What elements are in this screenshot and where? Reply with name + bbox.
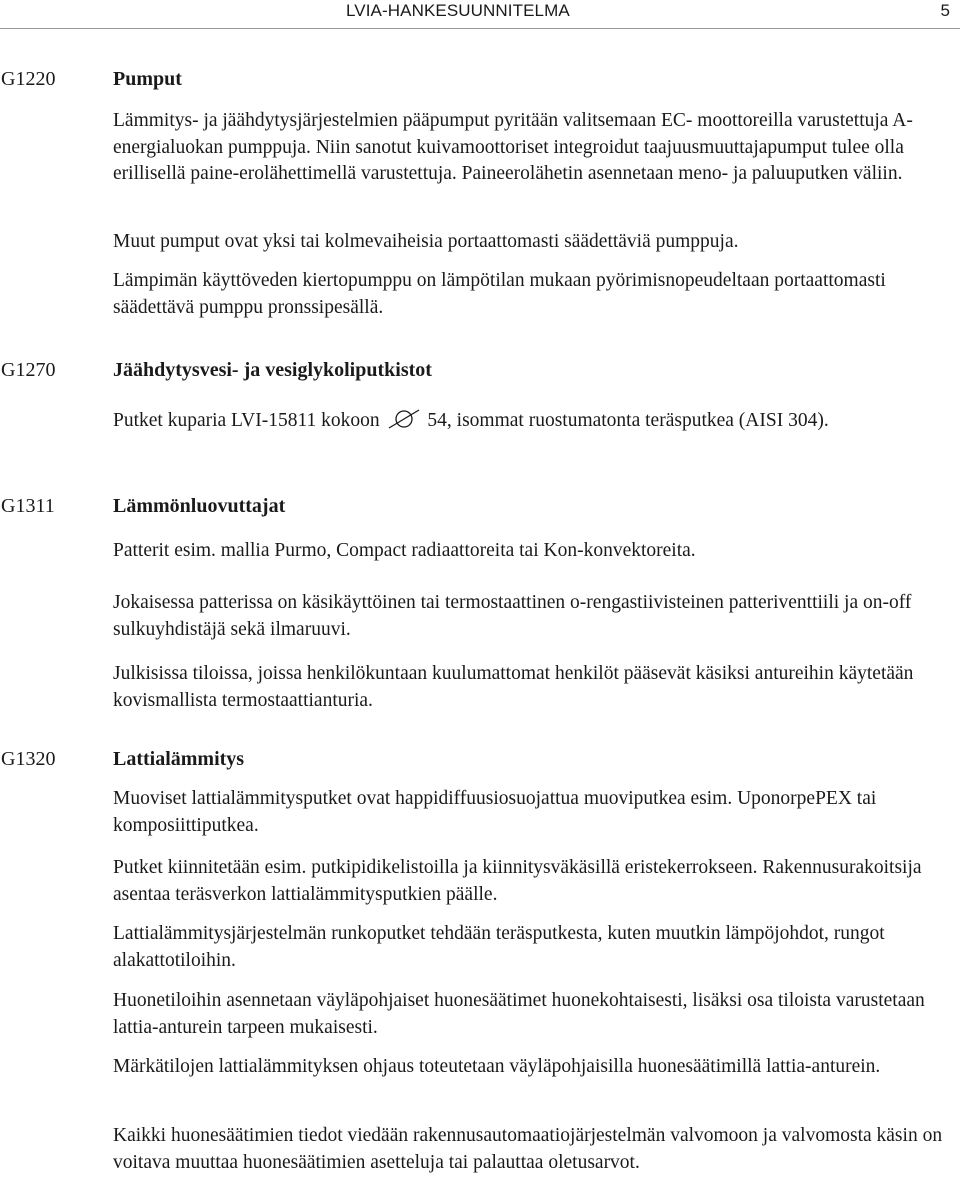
section-paragraph: Julkisissa tiloissa, joissa henkilökuntaan kuulumattomat henkilöt pääsevät käsiksi antureihin käytetään kovismallista termostaattianturia.: [113, 663, 914, 711]
section-title: Lattialämmitys: [113, 748, 245, 770]
section-code: G1270: [1, 359, 56, 381]
section-paragraph: [113, 408, 949, 435]
section-paragraph: Kaikki huonesäätimien tiedot viedään rakennusautomaatiojärjestelmän valvomoon ja valvomosta käsin on voitava muuttaa huonesäätimien asetteluja tai palauttaa oletusarvot.: [113, 1125, 943, 1173]
section-code: G1320: [1, 748, 56, 770]
section-title: Lämmönluovuttajat: [113, 495, 286, 517]
section-paragraph: Märkätilojen lattialämmityksen ohjaus toteutetaan väyläpohjaisilla huonesäätimillä lattia-anturein.: [113, 1056, 881, 1077]
diameter-symbol-icon: [385, 409, 423, 429]
section-paragraph: Muut pumput ovat yksi tai kolmevaiheisia portaattomasti säädettäviä pumppuja.: [113, 231, 739, 252]
section-paragraph: Lämpimän käyttöveden kiertopumppu on lämpötilan mukaan pyörimisnopeudeltaan portaattomasti säädettävä pumppu pronssipesällä.: [113, 270, 886, 318]
text-after-symbol: 54, isommat ruostumatonta teräsputkea (AISI 304).: [427, 410, 829, 431]
page-header: [0, 0, 960, 24]
header-divider: [0, 28, 960, 29]
section-paragraph: Patterit esim. mallia Purmo, Compact radiaattoreita tai Kon-konvektoreita.: [113, 540, 696, 561]
section-title: Pumput: [113, 68, 182, 90]
page-number: 5: [940, 1, 950, 20]
section-paragraph: Jokaisessa patterissa on käsikäyttöinen tai termostaattinen o-rengastiivisteinen patteriventtiili ja on-off sulkuyhdistäjä sekä ilmaruuvi.: [113, 592, 912, 640]
section-paragraph: Putket kiinnitetään esim. putkipidikelistoilla ja kiinnitysväkäsillä eristekerrokseen. Rakennusurakoitsija asentaa teräsverkon lattialämmitysputkien päälle.: [113, 857, 922, 905]
section-paragraph: Huonetiloihin asennetaan väyläpohjaiset huonesäätimet huonekohtaisesti, lisäksi osa tiloista varustetaan lattia-anturein tarpeen mukaisesti.: [113, 990, 925, 1038]
section-title: Jäähdytysvesi- ja vesiglykoliputkistot: [113, 359, 432, 381]
text-before-symbol: Putket kuparia LVI-15811 kokoon: [113, 410, 380, 431]
section-code: G1220: [1, 68, 56, 90]
section-code: G1311: [1, 495, 55, 517]
document-title: LVIA-HANKESUUNNITELMA: [346, 1, 570, 20]
section-paragraph: Lämmitys- ja jäähdytysjärjestelmien pääpumput pyritään valitsemaan EC- moottoreilla varustettuja A-energialuokan pumppuja. Niin sanotut kuivamoottoriset integroidut taajuusmuuttajapumput tulee olla erillisellä paine-erolähettimellä varustettuja. Paineerolähetin asennetaan meno- ja paluuputken väliin.: [113, 110, 913, 184]
section-paragraph: Lattialämmitysjärjestelmän runkoputket tehdään teräsputkesta, kuten muutkin lämpöjohdot, rungot alakattotiloihin.: [113, 923, 885, 971]
section-paragraph: Muoviset lattialämmitysputket ovat happidiffuusiosuojattua muoviputkea esim. UponorpePEX tai komposiittiputkea.: [113, 788, 877, 836]
